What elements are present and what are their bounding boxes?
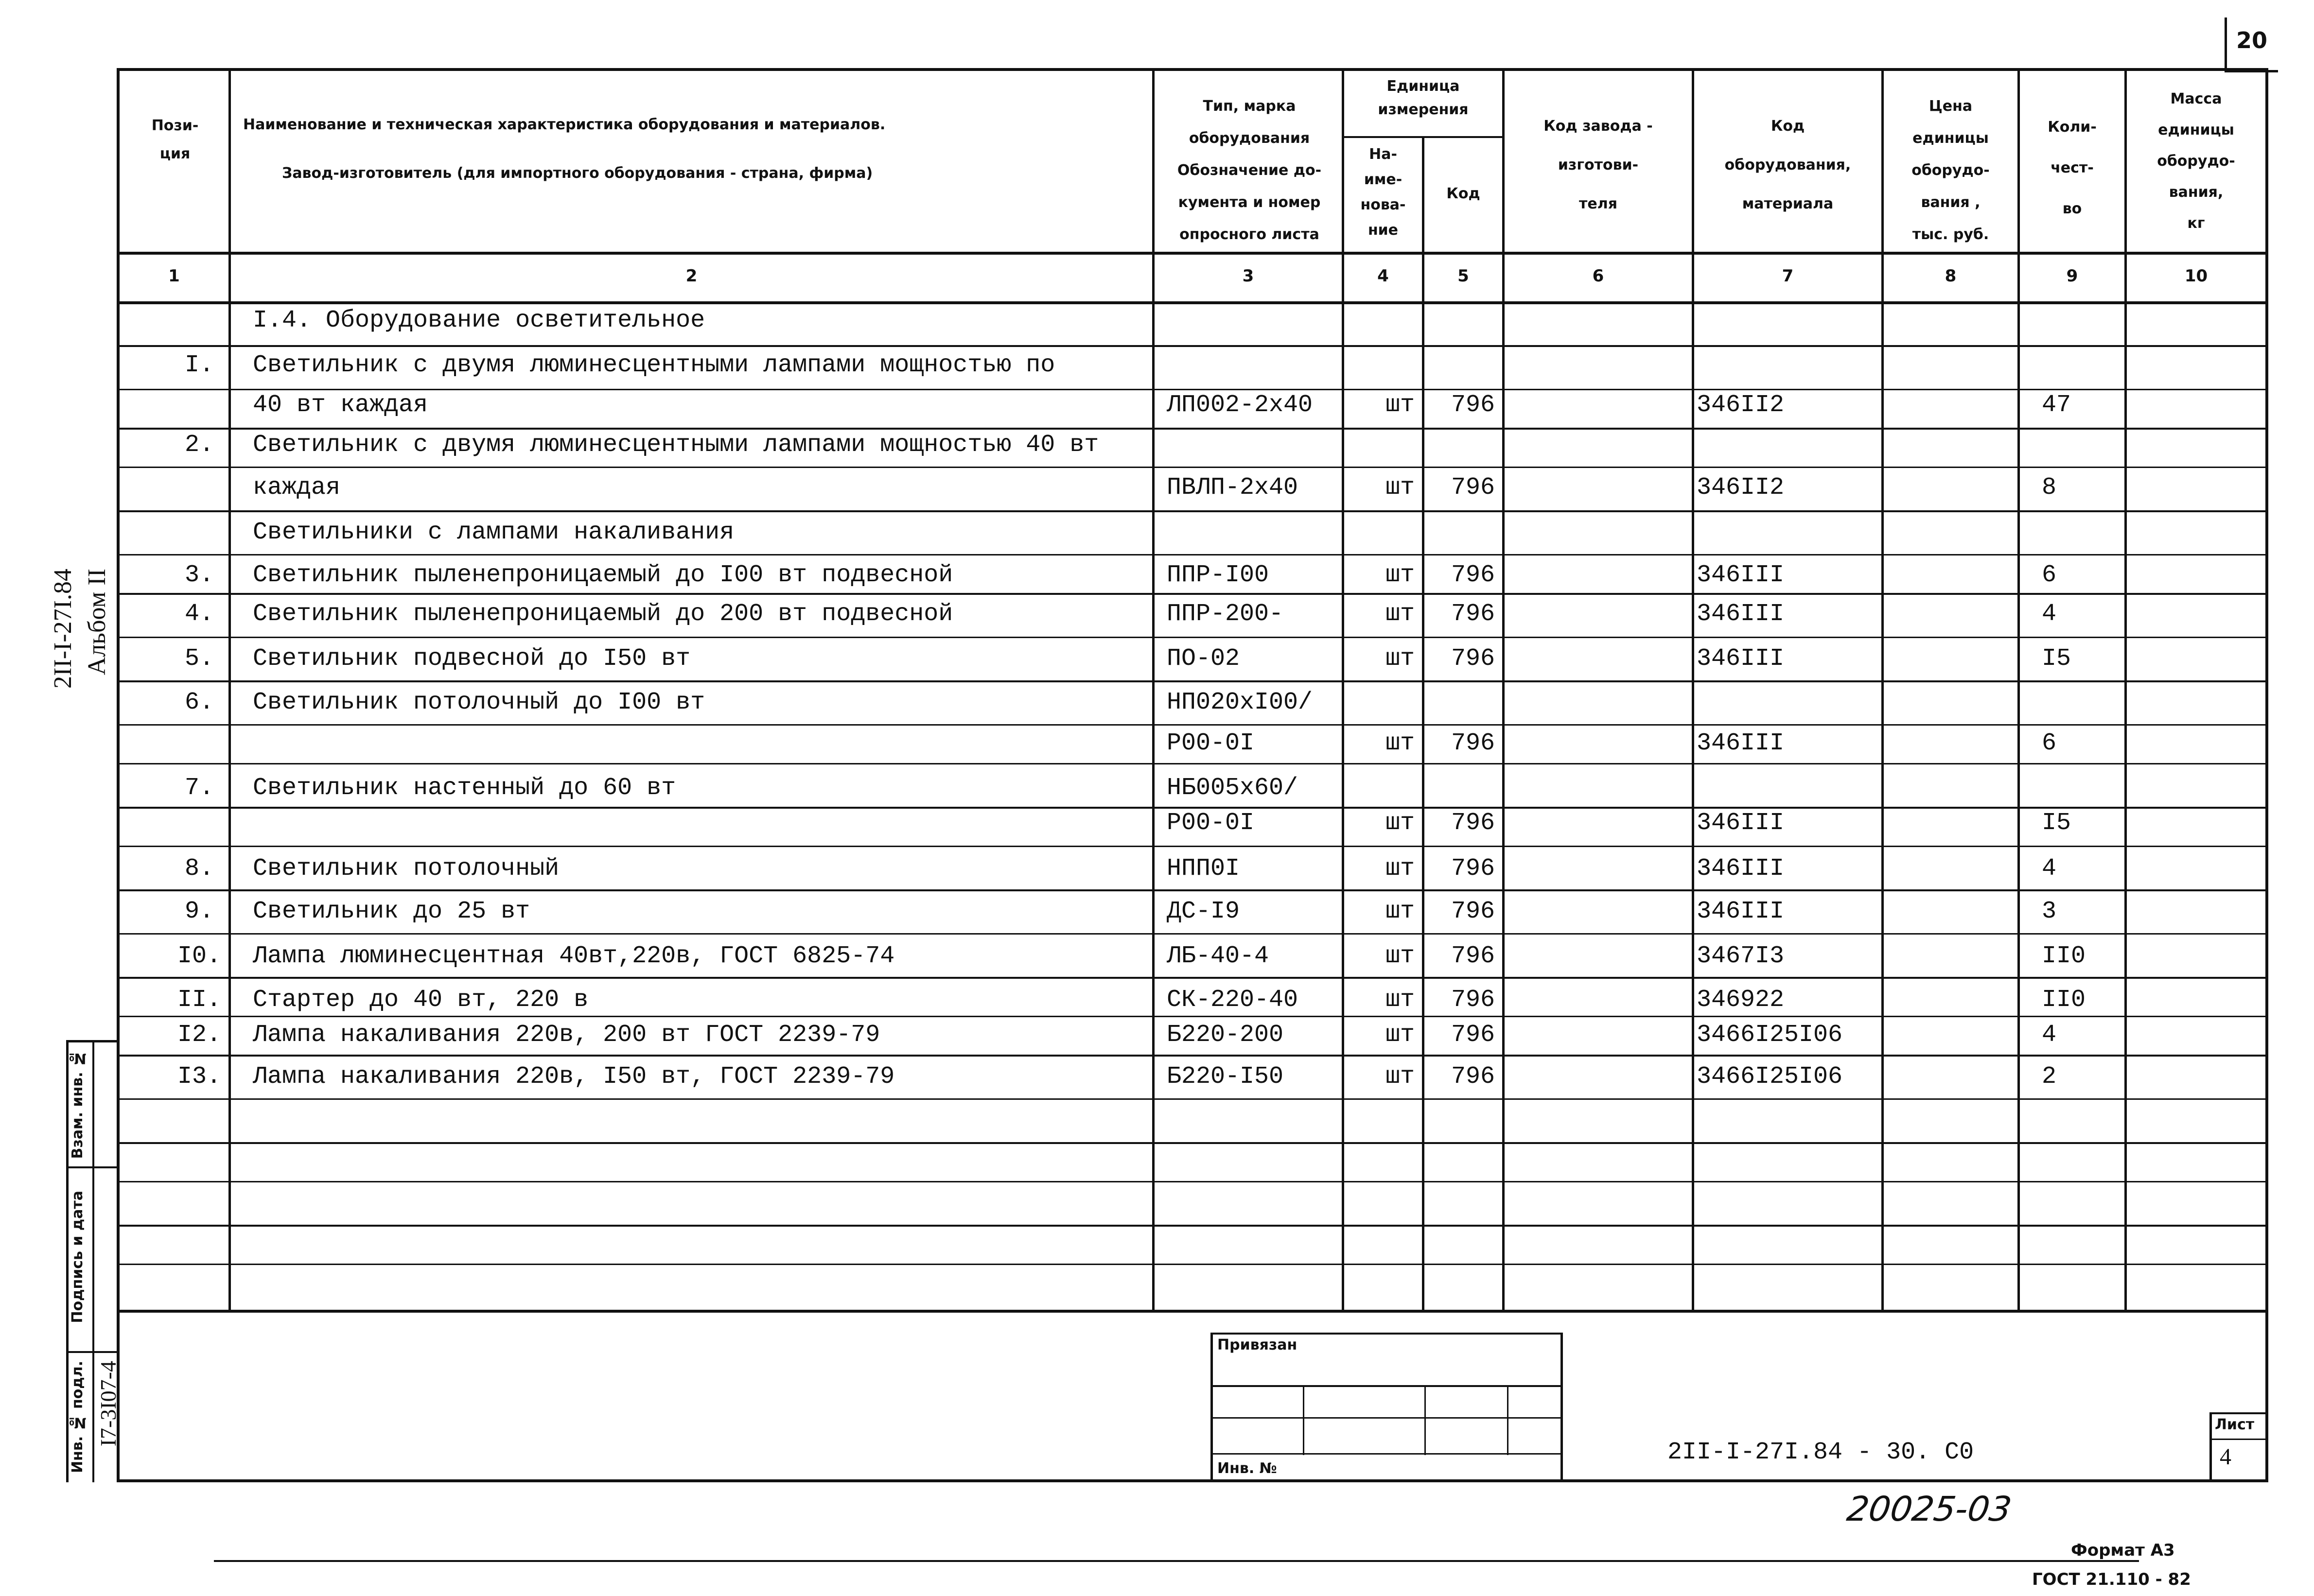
cell-name: Светильник до 25 вт — [253, 898, 530, 925]
cell-equipment-code: 3467I3 — [1697, 942, 1785, 970]
table-right-border — [2265, 68, 2268, 1482]
cell-position: 3. — [184, 561, 214, 589]
cell-unit: шт — [1385, 474, 1415, 502]
row-line — [117, 593, 2268, 595]
cell-equipment-code: 346III — [1697, 561, 1785, 589]
stamp-box-border — [1210, 1385, 1562, 1387]
cell-unit-code: 796 — [1451, 986, 1495, 1014]
cell-unit: шт — [1385, 986, 1415, 1014]
col-divider — [1502, 68, 1505, 1312]
row-line — [117, 510, 2268, 512]
row-line — [117, 345, 2268, 347]
cell-type: Б220-200 — [1167, 1021, 1284, 1049]
row-line — [117, 467, 2268, 468]
cell-unit-code: 796 — [1451, 561, 1495, 589]
column-number: 2 — [685, 266, 698, 286]
stamp-box-border — [1424, 1385, 1426, 1455]
cell-type: НБ005х60/ — [1167, 774, 1298, 802]
cell-name: 40 вт каждая — [253, 391, 428, 419]
cell-name: Светильник с двумя люминесцентными лампами мощностью 40 вт — [253, 431, 1099, 459]
header-unit-group: Единица измерения — [1378, 78, 1469, 118]
header-price: Цена единицы оборудо- вания , тыс. руб. — [1911, 98, 1990, 243]
unit-group-divider — [1342, 136, 1505, 138]
cell-quantity: I5 — [2042, 645, 2071, 673]
row-line — [117, 724, 2268, 726]
cell-unit: шт — [1385, 729, 1415, 757]
cell-name: Светильник потолочный — [253, 855, 560, 883]
cell-unit-code: 796 — [1451, 809, 1495, 837]
cell-name: каждая — [253, 474, 341, 502]
cell-position: II. — [177, 986, 221, 1014]
cell-position: I0. — [177, 942, 221, 970]
stamp-designation: 2II-I-27I.84 - 30. С0 — [1667, 1439, 1974, 1466]
col-divider — [1881, 68, 1884, 1312]
cell-quantity: 4 — [2042, 1021, 2057, 1049]
cell-type: ПО-02 — [1167, 645, 1240, 673]
stamp-box-border — [1303, 1385, 1304, 1455]
cell-equipment-code: 3466I25I06 — [1697, 1021, 1843, 1049]
cell-type: Б220-I50 — [1167, 1063, 1284, 1091]
row-line — [117, 389, 2268, 390]
side-stamp-border — [92, 1040, 94, 1482]
cell-equipment-code: 346III — [1697, 645, 1785, 673]
col-divider — [1342, 68, 1344, 1312]
cell-position: 6. — [184, 689, 214, 716]
side-stamp-border — [66, 1166, 120, 1168]
col-divider — [2017, 68, 2020, 1312]
cell-quantity: 6 — [2042, 561, 2057, 589]
stamp-box-border — [1560, 1333, 1563, 1481]
sheet-label: Лист — [2215, 1416, 2255, 1433]
header-quantity: Коли- чест- во — [2048, 119, 2097, 217]
cell-unit: шт — [1385, 898, 1415, 925]
cell-quantity: I5 — [2042, 809, 2071, 837]
cell-name: Лампа накаливания 220в, I50 вт, ГОСТ 2239-79 — [253, 1063, 895, 1091]
side-album: Альбом II — [83, 569, 111, 676]
row-line — [117, 933, 2268, 935]
cell-type: ЛБ-40-4 — [1167, 942, 1269, 970]
cell-position: 2. — [184, 431, 214, 459]
cell-quantity: 47 — [2042, 391, 2071, 419]
cell-name: Светильники с лампами накаливания — [253, 519, 735, 546]
cell-quantity: 4 — [2042, 855, 2057, 883]
row-line — [117, 1181, 2268, 1182]
sheet-box-border — [2209, 1439, 2268, 1440]
cell-equipment-code: 346II2 — [1697, 391, 1785, 419]
cell-unit: шт — [1385, 1063, 1415, 1091]
sheet-number: 4 — [2220, 1444, 2231, 1470]
cell-type: НПП0I — [1167, 855, 1240, 883]
cell-unit: шт — [1385, 1021, 1415, 1049]
stamp-inv-no: Инв. № — [1217, 1460, 1277, 1477]
side-doc-code: 2II-I-27I.84 — [49, 569, 77, 689]
cell-unit: шт — [1385, 942, 1415, 970]
side-label-inv-original: Инв. № подл. — [69, 1361, 86, 1474]
cell-unit: шт — [1385, 809, 1415, 837]
cell-name: Светильник настенный до 60 вт — [253, 774, 676, 802]
cell-name: Светильник подвесной до I50 вт — [253, 645, 691, 673]
cell-equipment-code: 346III — [1697, 600, 1785, 628]
column-number: 5 — [1457, 266, 1469, 286]
row-line — [117, 1098, 2268, 1100]
header-mass: Масса единицы оборудо- вания, кг — [2157, 90, 2235, 232]
cell-equipment-code: 346922 — [1697, 986, 1785, 1014]
cell-name: Лампа люминесцентная 40вт,220в, ГОСТ 6825-74 — [253, 942, 895, 970]
cell-type: ПВЛП-2х40 — [1167, 474, 1298, 502]
cell-unit: шт — [1385, 600, 1415, 628]
stamp-box-border — [1210, 1333, 1213, 1481]
page-number: 20 — [2236, 27, 2268, 53]
row-line — [117, 977, 2268, 979]
header-name-line2: Завод-изготовитель (для импортного оборудования - страна, фирма) — [282, 165, 873, 182]
cell-quantity: 6 — [2042, 729, 2057, 757]
side-label-signature-date: Подпись и дата — [69, 1191, 86, 1323]
cell-name: Светильник потолочный до I00 вт — [253, 689, 705, 716]
stamp-box-border — [1507, 1385, 1508, 1455]
table-top-border — [117, 68, 2268, 71]
cell-quantity: II0 — [2042, 942, 2086, 970]
row-line — [117, 428, 2268, 430]
header-type: Тип, марка оборудования Обозначение до- кумента и номер опросного листа — [1177, 98, 1322, 243]
header-equipment-code: Код оборудования, материала — [1724, 118, 1851, 212]
cell-name: Светильник с двумя люминесцентными лампами мощностью по — [253, 351, 1055, 379]
side-label-replace-inv: Взам. инв. № — [69, 1050, 86, 1159]
column-number: 4 — [1377, 266, 1389, 286]
column-number: 8 — [1945, 266, 1957, 286]
cell-unit-code: 796 — [1451, 645, 1495, 673]
cell-quantity: 8 — [2042, 474, 2057, 502]
cell-unit-code: 796 — [1451, 855, 1495, 883]
header-position: Пози- ция — [151, 117, 199, 162]
cell-type: НП020хI00/ — [1167, 689, 1313, 716]
col-divider — [1152, 68, 1155, 1312]
column-number: 7 — [1782, 266, 1794, 286]
row-line — [117, 680, 2268, 682]
cell-unit-code: 796 — [1451, 1063, 1495, 1091]
side-inv-number: I7-3I07-4 — [96, 1361, 121, 1447]
cell-position: I2. — [177, 1021, 221, 1049]
cell-quantity: 3 — [2042, 898, 2057, 925]
cell-position: 5. — [184, 645, 214, 673]
cell-equipment-code: 346II2 — [1697, 474, 1785, 502]
column-number: 10 — [2184, 266, 2208, 286]
cell-equipment-code: 3466I25I06 — [1697, 1063, 1843, 1091]
header-bottom-border — [117, 252, 2268, 255]
cell-equipment-code: 346III — [1697, 729, 1785, 757]
column-number: 3 — [1242, 266, 1254, 286]
cell-name: Стартер до 40 вт, 220 в — [253, 986, 589, 1014]
row-line — [117, 1142, 2268, 1144]
gost-label: ГОСТ 21.110 - 82 — [2032, 1570, 2191, 1589]
side-stamp-border — [66, 1351, 120, 1353]
cell-quantity: II0 — [2042, 986, 2086, 1014]
cell-type: ДС-I9 — [1167, 898, 1240, 925]
cell-unit-code: 796 — [1451, 942, 1495, 970]
stamp-box-border — [1210, 1453, 1562, 1455]
col-divider — [1692, 68, 1694, 1312]
stamp-privyazan: Привязан — [1217, 1336, 1297, 1353]
cell-unit: шт — [1385, 391, 1415, 419]
page-number-box-border — [2225, 17, 2227, 71]
cell-name: Лампа накаливания 220в, 200 вт ГОСТ 2239-79 — [253, 1021, 880, 1049]
cell-unit: шт — [1385, 561, 1415, 589]
cell-quantity: 4 — [2042, 600, 2057, 628]
sheet-box-border — [2209, 1412, 2212, 1482]
header-plant-code: Код завода - изготови- теля — [1543, 118, 1653, 212]
footer-line — [214, 1560, 2139, 1562]
cell-type: ЛП002-2х40 — [1167, 391, 1313, 419]
cell-unit-code: 796 — [1451, 898, 1495, 925]
cell-unit: шт — [1385, 645, 1415, 673]
cell-equipment-code: 346III — [1697, 809, 1785, 837]
cell-type: Р00-0I — [1167, 729, 1255, 757]
cell-position: 8. — [184, 855, 214, 883]
table-body-bottom — [117, 1310, 2268, 1313]
row-line — [117, 637, 2268, 638]
cell-type: Р00-0I — [1167, 809, 1255, 837]
side-stamp-border — [66, 1040, 69, 1482]
handwritten-number: 20025-03 — [1844, 1489, 2014, 1529]
row-line — [117, 846, 2268, 847]
cell-position: 9. — [184, 898, 214, 925]
cell-name: I.4. Оборудование осветительное — [253, 307, 705, 334]
row-line — [117, 1055, 2268, 1057]
cell-equipment-code: 346III — [1697, 855, 1785, 883]
cell-type: ППР-I00 — [1167, 561, 1269, 589]
cell-unit-code: 796 — [1451, 600, 1495, 628]
column-number: 9 — [2066, 266, 2078, 286]
stamp-box-border — [1210, 1417, 1562, 1419]
row-line — [117, 1016, 2268, 1017]
cell-position: I. — [184, 351, 214, 379]
column-number: 1 — [168, 266, 180, 286]
cell-unit: шт — [1385, 855, 1415, 883]
cell-name: Светильник пыленепроницаемый до 200 вт подвесной — [253, 600, 953, 628]
row-line — [117, 763, 2268, 764]
format-label: Формат А3 — [2071, 1541, 2175, 1560]
cell-name: Светильник пыленепроницаемый до I00 вт подвесной — [253, 561, 953, 589]
stamp-bottom-border — [117, 1479, 2268, 1482]
column-number: 6 — [1592, 266, 1604, 286]
cell-unit-code: 796 — [1451, 1021, 1495, 1049]
cell-position: 7. — [184, 774, 214, 802]
cell-type: СК-220-40 — [1167, 986, 1298, 1014]
header-unit-code: Код — [1446, 185, 1480, 202]
row-line — [117, 889, 2268, 891]
cell-equipment-code: 346III — [1697, 898, 1785, 925]
row-line — [117, 554, 2268, 555]
cell-quantity: 2 — [2042, 1063, 2057, 1091]
header-unit-name: На- име- нова- ние — [1360, 146, 1406, 239]
cell-unit-code: 796 — [1451, 729, 1495, 757]
row-line — [117, 1264, 2268, 1265]
cell-type: ППР-200- — [1167, 600, 1284, 628]
colnum-bottom-border — [117, 301, 2268, 304]
header-name-line1: Наименование и техническая характеристика оборудования и материалов. — [243, 116, 886, 133]
cell-position: 4. — [184, 600, 214, 628]
stamp-box-border — [1210, 1333, 1562, 1335]
col-divider — [2124, 68, 2127, 1312]
cell-unit-code: 796 — [1451, 474, 1495, 502]
cell-unit-code: 796 — [1451, 391, 1495, 419]
row-line — [117, 1225, 2268, 1227]
cell-position: I3. — [177, 1063, 221, 1091]
sheet-box-border — [2209, 1412, 2268, 1414]
